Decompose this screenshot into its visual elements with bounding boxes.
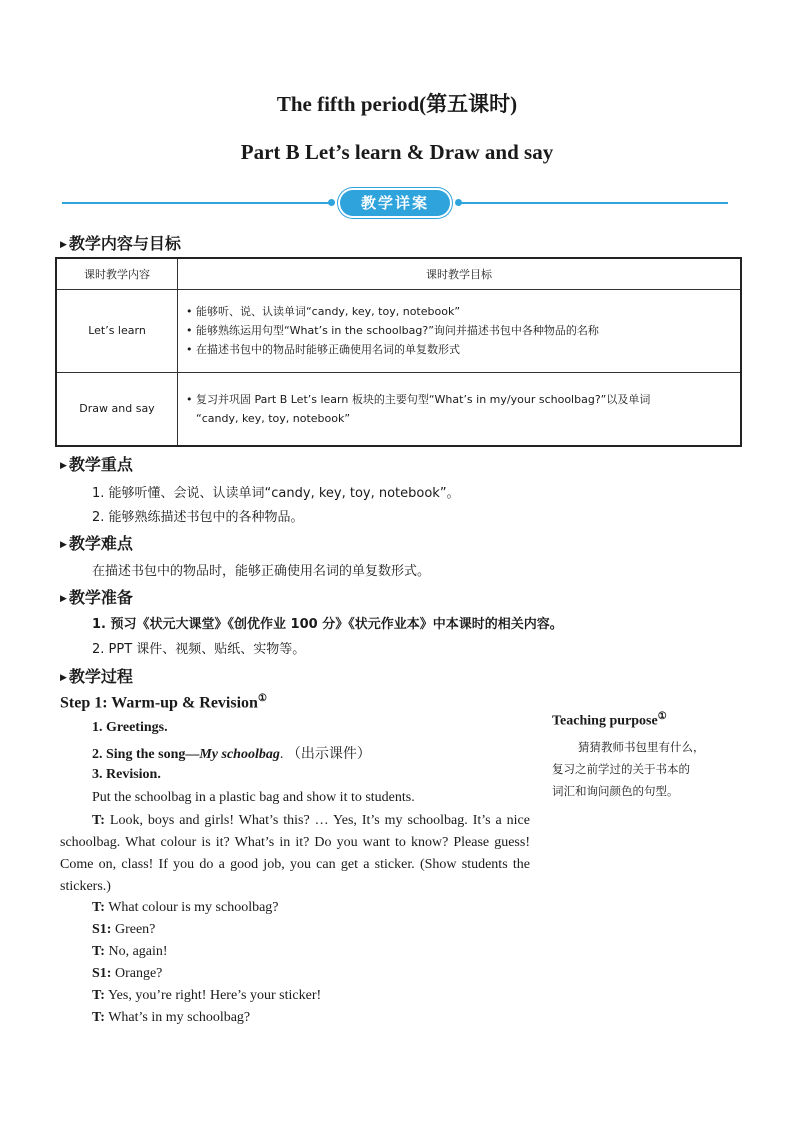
triangle-bullet-icon: ▶ xyxy=(60,594,67,604)
triangle-bullet-icon: ▶ xyxy=(60,240,67,250)
step1-teacher-paragraph: T: Look, boys and girls! What’s this? … Yes, It’s my schoolbag. It’s a nice schoolbag. What colour is it? What’s in it? Do you want to know? Please guess! Come on, class! If you do a good job, you can get a sticker. (Show students the stickers.) xyxy=(60,813,530,894)
table-row xyxy=(56,289,741,372)
dialogue-line: S1: Orange? xyxy=(92,966,163,981)
table-cell-goals xyxy=(178,372,742,446)
difficulty-text: 在描述书包中的物品时，能够正确使用名词的单复数形式。 xyxy=(92,564,431,579)
note-line: 猜猜教师书包里有什么， xyxy=(578,740,705,754)
footnote-mark: ① xyxy=(657,711,667,722)
step1-title: Step 1: Warm-up & Revision① xyxy=(60,693,267,712)
dialogue-line: T: Yes, you’re right! Here’s your sticker! xyxy=(92,988,322,1003)
banner-line-left xyxy=(62,202,332,204)
note-line: 词汇和询问颜色的句型。 xyxy=(552,784,679,798)
dialogue-line: T: What’s in my schoolbag? xyxy=(92,1010,251,1025)
table-cell-content: Draw and say xyxy=(56,372,178,446)
objectives-table xyxy=(55,257,742,447)
triangle-bullet-icon: ▶ xyxy=(60,461,67,471)
goal-item: • 能够听、说、认读单词“candy, key, toy, notebook” xyxy=(186,305,461,318)
step1-item-song: 2. Sing the song—My schoolbag. （出示课件） xyxy=(92,747,371,762)
page-subtitle: Part B Let’s learn & Draw and say xyxy=(240,140,554,164)
table-cell-goals xyxy=(178,289,742,372)
table-row xyxy=(56,372,741,446)
banner-dot-left xyxy=(328,199,335,206)
section-banner: 教学详案 xyxy=(340,190,450,216)
teaching-purpose-title: Teaching purpose① xyxy=(552,711,667,729)
table-header-content: 课时教学内容 xyxy=(56,258,178,289)
step1-paragraph: Put the schoolbag in a plastic bag and show it to students. xyxy=(92,790,415,805)
goal-item: • 在描述书包中的物品时能够正确使用名词的单复数形式 xyxy=(186,343,460,356)
key-point-item: 1. 能够听懂、会说、认读单词“candy, key, toy, notebook”。 xyxy=(92,486,460,501)
table-header-row xyxy=(56,258,741,289)
banner-dot-right xyxy=(455,199,462,206)
preparation-item: 1. 预习《状元大课堂》《创优作业 100 分》《状元作业本》中本课时的相关内容。 xyxy=(92,617,563,632)
heading-preparation: ▶ 教学准备 xyxy=(60,588,133,607)
goal-item: • 能够熟练运用句型“What’s in the schoolbag?”询问并描述书包中各种物品的名称 xyxy=(186,324,599,337)
table-header-goals: 课时教学目标 xyxy=(178,258,742,289)
note-line: 复习之前学过的关于书本的 xyxy=(552,762,690,776)
teaching-purpose-note xyxy=(552,736,737,802)
dialogue-line: T: No, again! xyxy=(92,944,168,959)
dialogue-line: T: What colour is my schoolbag? xyxy=(92,900,279,915)
song-title: My schoolbag xyxy=(199,747,280,762)
dialogue-line: S1: Green? xyxy=(92,922,156,937)
heading-process: ▶ 教学过程 xyxy=(60,667,133,686)
step1-item: 3. Revision. xyxy=(92,767,161,782)
footnote-mark: ① xyxy=(257,693,267,704)
goal-item: • 复习并巩固 Part B Let’s learn 板块的主要句型“What’s in my/your schoolbag?”以及单词 xyxy=(186,392,651,406)
triangle-bullet-icon: ▶ xyxy=(60,540,67,550)
heading-key-points: ▶ 教学重点 xyxy=(60,455,133,474)
preparation-item: 2. PPT 课件、视频、贴纸、实物等。 xyxy=(92,642,306,657)
heading-content-goals: ▶ 教学内容与目标 xyxy=(60,234,181,253)
heading-difficulties: ▶ 教学难点 xyxy=(60,534,133,553)
banner-line-right xyxy=(458,202,728,204)
goal-item: “candy, key, toy, notebook” xyxy=(196,411,351,425)
table-cell-content: Let’s learn xyxy=(56,289,178,372)
step1-item: 1. Greetings. xyxy=(92,720,168,735)
triangle-bullet-icon: ▶ xyxy=(60,673,67,683)
page-title: The fifth period(第五课时) xyxy=(276,92,518,116)
key-point-item: 2. 能够熟练描述书包中的各种物品。 xyxy=(92,510,304,525)
